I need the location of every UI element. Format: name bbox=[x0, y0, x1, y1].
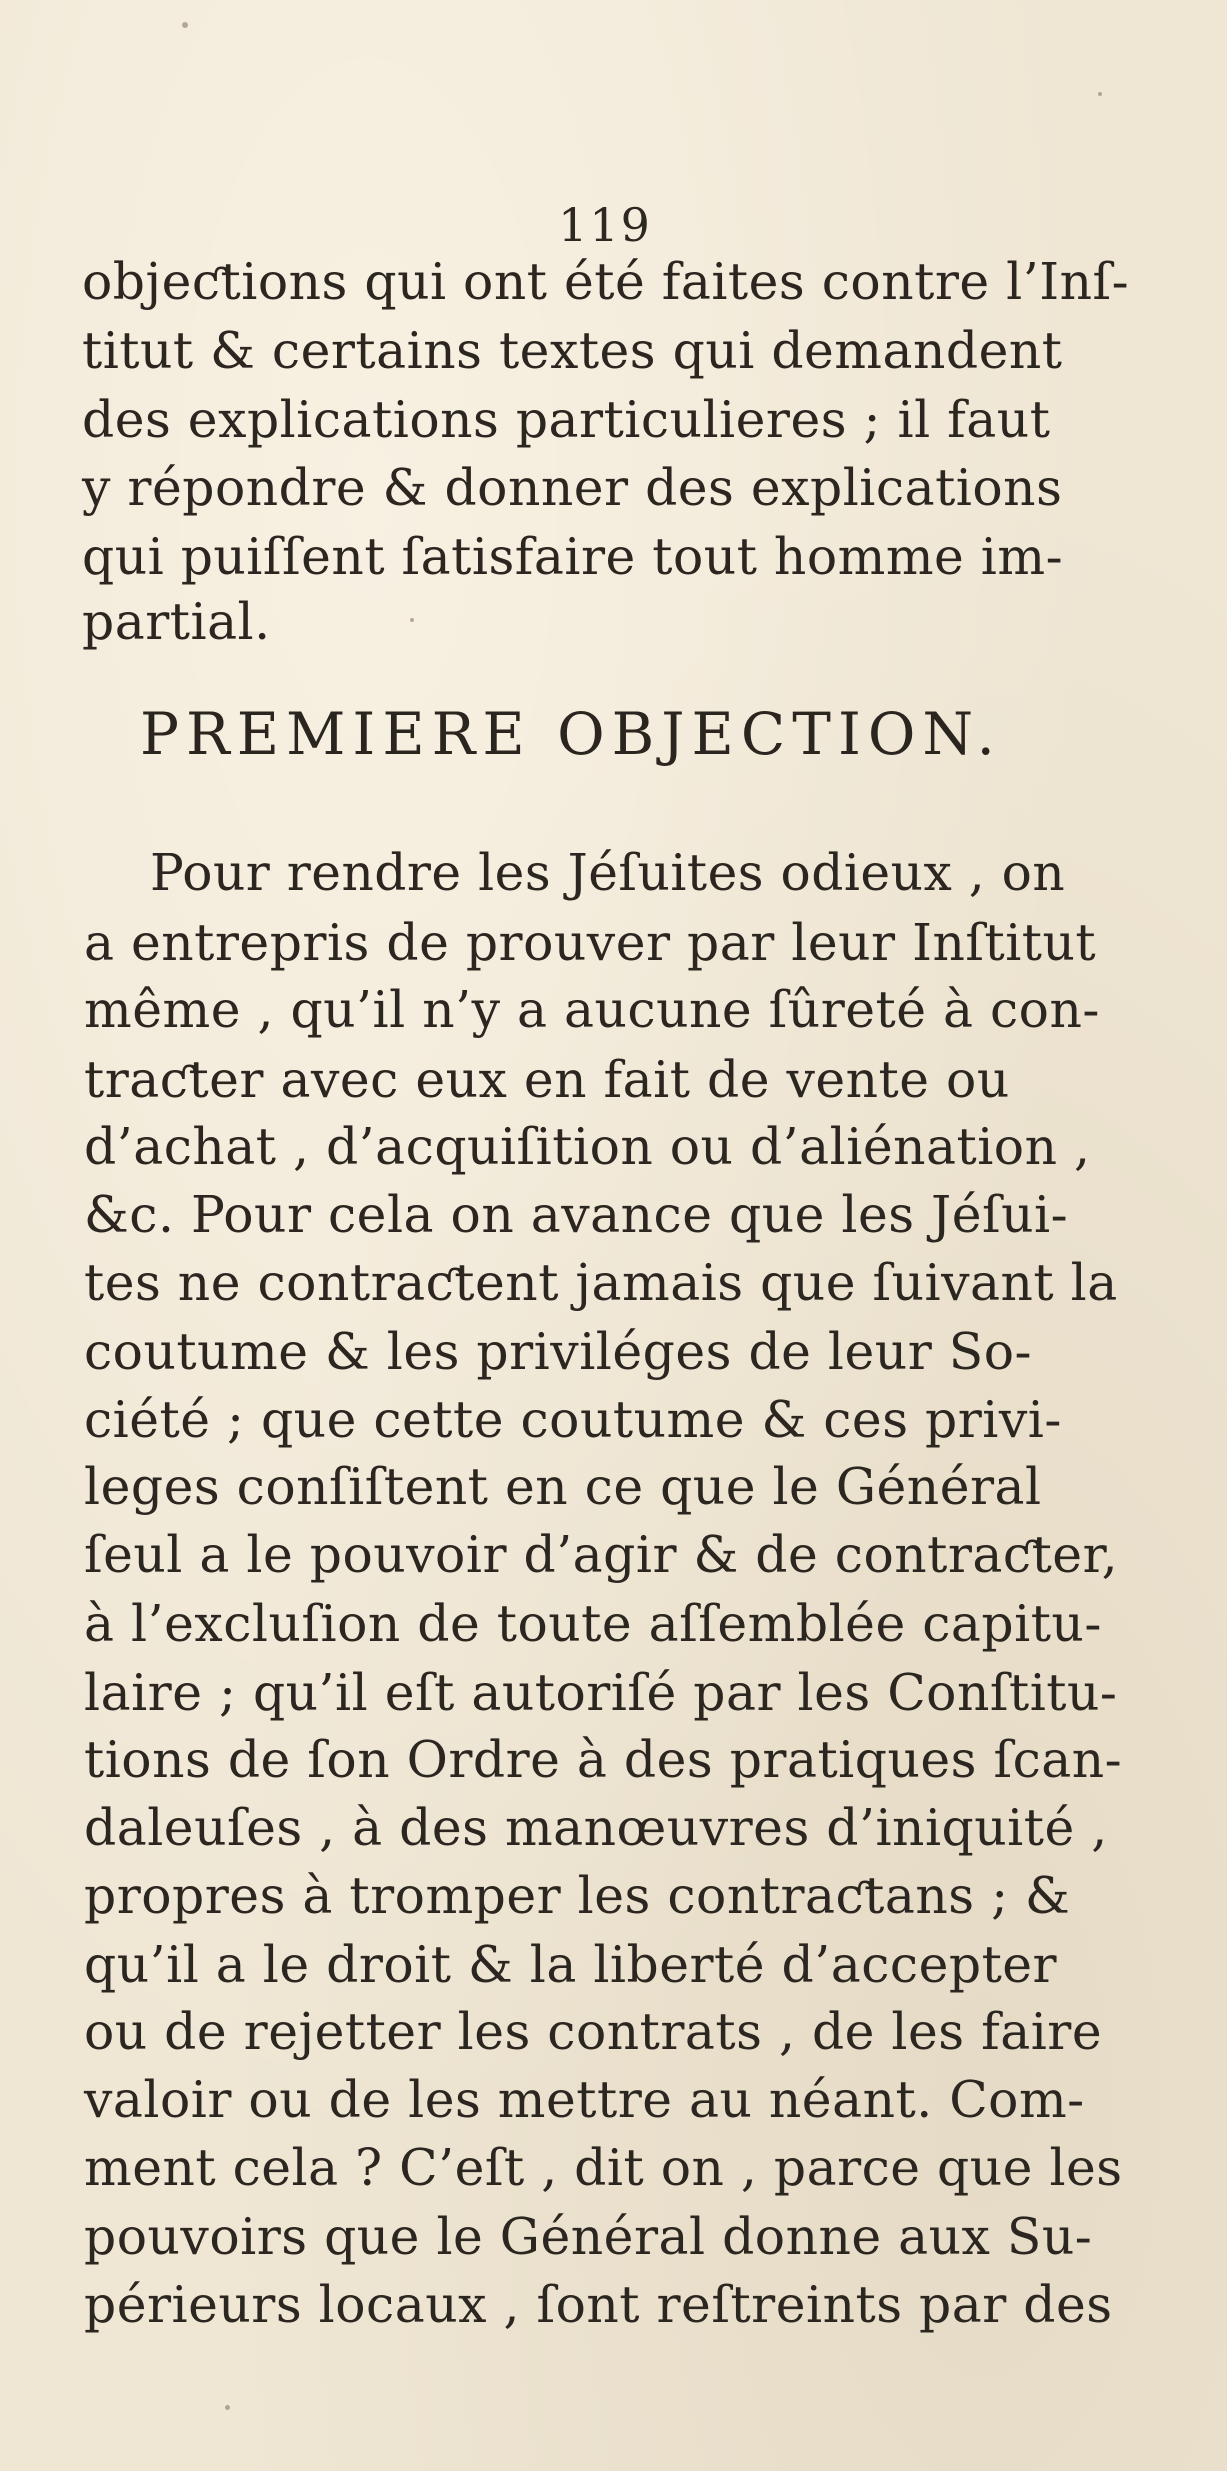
body-line: &c. Pour cela on avance que les Jéſui- bbox=[84, 1185, 1069, 1244]
intro-line: y répondre & donner des explications bbox=[82, 458, 1063, 517]
section-heading: PREMIERE OBJECTION. bbox=[140, 700, 1002, 768]
body-line: même , qu’il n’y a aucune ſûreté à con- bbox=[84, 980, 1100, 1039]
body-line: ciété ; que cette coutume & ces privi- bbox=[84, 1390, 1062, 1449]
body-line: pouvoirs que le Général donne aux Su- bbox=[84, 2207, 1093, 2266]
body-line: d’achat , d’acquiſition ou d’aliénation , bbox=[84, 1117, 1091, 1176]
intro-line: objeƈtions qui ont été faites contre l’Inſ- bbox=[82, 252, 1130, 311]
body-line: propres à tromper les contraƈtans ; & bbox=[84, 1866, 1071, 1925]
intro-line: des explications particulieres ; il faut bbox=[82, 390, 1051, 449]
paper-speck bbox=[182, 22, 188, 28]
body-line: tes ne contraƈtent jamais que ſuivant la bbox=[84, 1253, 1118, 1312]
body-line: laire ; qu’il eſt autoriſé par les Conſtitu- bbox=[84, 1663, 1118, 1722]
page-number: 119 bbox=[558, 198, 652, 252]
body-line: a entrepris de prouver par leur Inſtitut bbox=[84, 913, 1097, 972]
intro-line: titut & certains textes qui demandent bbox=[82, 321, 1063, 380]
intro-line: qui puiſſent ſatisfaire tout homme im- bbox=[82, 527, 1064, 586]
intro-line: partial. bbox=[82, 592, 271, 651]
body-line: périeurs locaux , ſont reſtreints par des bbox=[84, 2275, 1113, 2334]
body-line: coutume & les priviléges de leur So- bbox=[84, 1322, 1032, 1381]
body-line: ment cela ? C’eſt , dit on , parce que les bbox=[84, 2138, 1123, 2197]
paper-speck bbox=[225, 2405, 230, 2410]
body-line: daleuſes , à des manœuvres d’iniquité , bbox=[84, 1798, 1108, 1857]
body-line: ou de rejetter les contrats , de les faire bbox=[84, 2002, 1103, 2061]
body-line: leges conſiſtent en ce que le Général bbox=[84, 1457, 1042, 1516]
body-line: tions de ſon Ordre à des pratiques ſcan- bbox=[84, 1730, 1123, 1789]
body-line: ſeul a le pouvoir d’agir & de contraƈter, bbox=[84, 1525, 1119, 1584]
body-line: traƈter avec eux en fait de vente ou bbox=[84, 1050, 1010, 1109]
body-line: à l’excluſion de toute aſſemblée capitu- bbox=[84, 1594, 1102, 1653]
body-line: qu’il a le droit & la liberté d’accepter bbox=[84, 1935, 1058, 1994]
paper-speck bbox=[410, 618, 414, 622]
body-line: Pour rendre les Jéſuites odieux , on bbox=[150, 843, 1066, 902]
body-line: valoir ou de les mettre au néant. Com- bbox=[84, 2070, 1085, 2129]
paper-speck bbox=[1098, 92, 1102, 96]
